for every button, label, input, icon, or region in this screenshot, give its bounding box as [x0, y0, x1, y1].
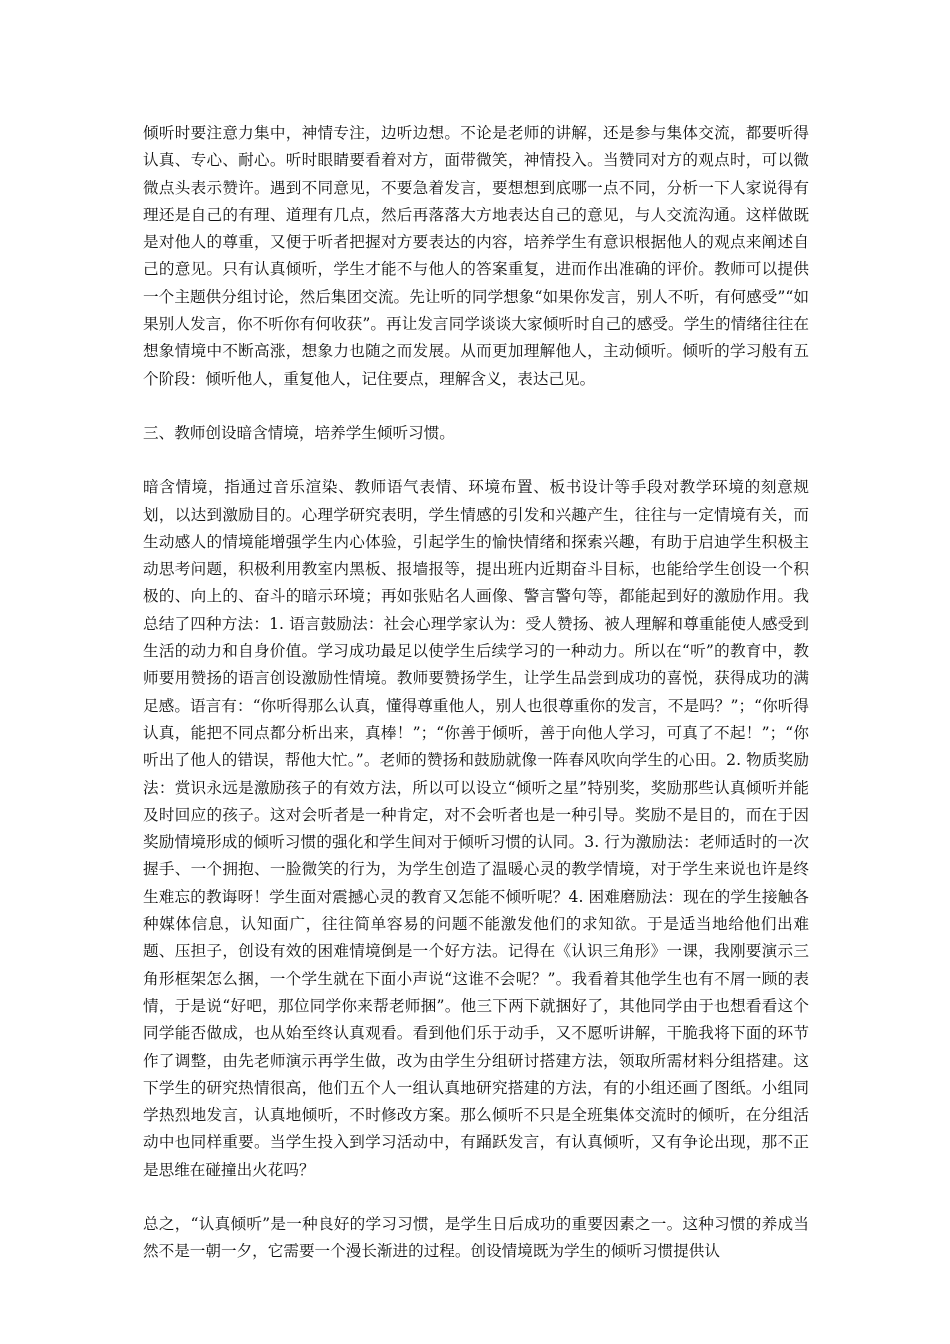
document-body	[143, 120, 809, 1266]
paragraph-conclusion: 总之，“认真倾听”是一种良好的学习习惯，是学生日后成功的重要因素之一。这种习惯的养成当然不是一朝一夕，它需要一个漫长渐进的过程。创设情境既为学生的倾听习惯提供认	[143, 1214, 809, 1261]
paragraph-spacer	[143, 1184, 809, 1211]
paragraph-spacer	[143, 447, 809, 474]
paragraph-implicit-situations: 暗含情境，指通过音乐渲染、教师语气表情、环境布置、板书设计等手段对教学环境的刻意规划，以达到激励目的。心理学研究表明，学生情感的引发和兴趣产生，往往与一定情境有关，而生动感人的情境能增强学生内心体验，引起学生的愉快情绪和探索兴趣，有助于启迪学生积极主动思考问题，积极利用教室内黑板、报墙报等，提出班内近期奋斗目标，也能给学生创设一个积极的、向上的、奋斗的暗示环境；再如张贴名人画像、警言警句等，都能起到好的激励作用。我总结了四种方法：1. 语言鼓励法：社会心理学家认为：受人赞扬、被人理解和尊重能使人感受到生活的动力和自身价值。学习成功最足以使学生后续学习的一种动力。所以在“听”的教育中，教师要用赞扬的语言创设激励性情境。教师要赞扬学生，让学生品尝到成功的喜悦，获得成功的满足感。语言有：“你听得那么认真，懂得尊重他人，别人也很尊重你的发言，不是吗？”；“你听得认真，能把不同点都分析出来，真棒！”；“你善于倾听，善于向他人学习，可真了不起！”；“你听出了他人的错误，帮他大忙。”。老师的赞扬和鼓励就像一阵春风吹向学生的心田。2. 物质奖励法：赏识永远是激励孩子的有效方法，所以可以设立“倾听之星”特别奖，奖励那些认真倾听并能及时回应的孩子。这对会听者是一种肯定，对不会听者也是一种引导。奖励不是目的，而在于因奖励情境形成的倾听习惯的强化和学生间对于倾听习惯的认同。3. 行为激励法：老师适时的一次握手、一个拥抱、一脸微笑的行为，为学生创造了温暖心灵的教学情境，对于学生来说也许是终生难忘的教诲呀！学生面对震撼心灵的教育又怎能不倾听呢？4. 困难磨励法：现在的学生接触各种媒体信息，认知面广，往往简单容易的问题不能激发他们的求知欲。于是适当地给他们出难题、压担子，创设有效的困难情境倒是一个好方法。记得在《认识三角形》一课，我刚要演示三角形框架怎么捆，一个学生就在下面小声说“这谁不会呢？”。我看着其他学生也有不屑一顾的表情，于是说“好吧，那位同学你来帮老师捆”。他三下两下就捆好了，其他同学由于也想看看这个同学能否做成，也从始至终认真观看。看到他们乐于动手，又不愿听讲解，干脆我将下面的环节作了调整，由先老师演示再学生做，改为由学生分组研讨搭建方法，领取所需材料分组搭建。这下学生的研究热情很高，他们五个人一组认真地研究搭建的方法，有的小组还画了图纸。小组同学热烈地发言，认真地倾听，不时修改方案。那么倾听不只是全班集体交流时的倾听，在分组活动中也同样重要。当学生投入到学习活动中，有踊跃发言，有认真倾听，又有争论出现，那不正是思维在碰撞出火花吗？	[143, 478, 809, 1179]
paragraph-spacer	[143, 393, 809, 420]
paragraph-listening-attention: 倾听时要注意力集中，神情专注，边听边想。不论是老师的讲解，还是参与集体交流，都要听得认真、专心、耐心。听时眼睛要看着对方，面带微笑，神情投入。当赞同对方的观点时，可以微微点头表示赞许。遇到不同意见，不要急着发言，要想想到底哪一点不同，分析一下人家说得有理还是自己的有理、道理有几点，然后再落落大方地表达自己的意见，与人交流沟通。这样做既是对他人的尊重，又便于听者把握对方要表达的内容，培养学生有意识根据他人的观点来阐述自己的意见。只有认真倾听，学生才能不与他人的答案重复，进而作出准确的评价。教师可以提供一个主题供分组讨论，然后集团交流。先让听的同学想象“如果你发言，别人不听，有何感受”“如果别人发言，你不听你有何收获”。再让发言同学谈谈大家倾听时自己的感受。学生的情绪往往在想象情境中不断高涨，想象力也随之而发展。从而更加理解他人，主动倾听。倾听的学习般有五个阶段：倾听他人，重复他人，记住要点，理解含义，表达己见。	[143, 124, 809, 388]
section-heading-3: 三、教师创设暗含情境，培养学生倾听习惯。	[143, 423, 455, 442]
